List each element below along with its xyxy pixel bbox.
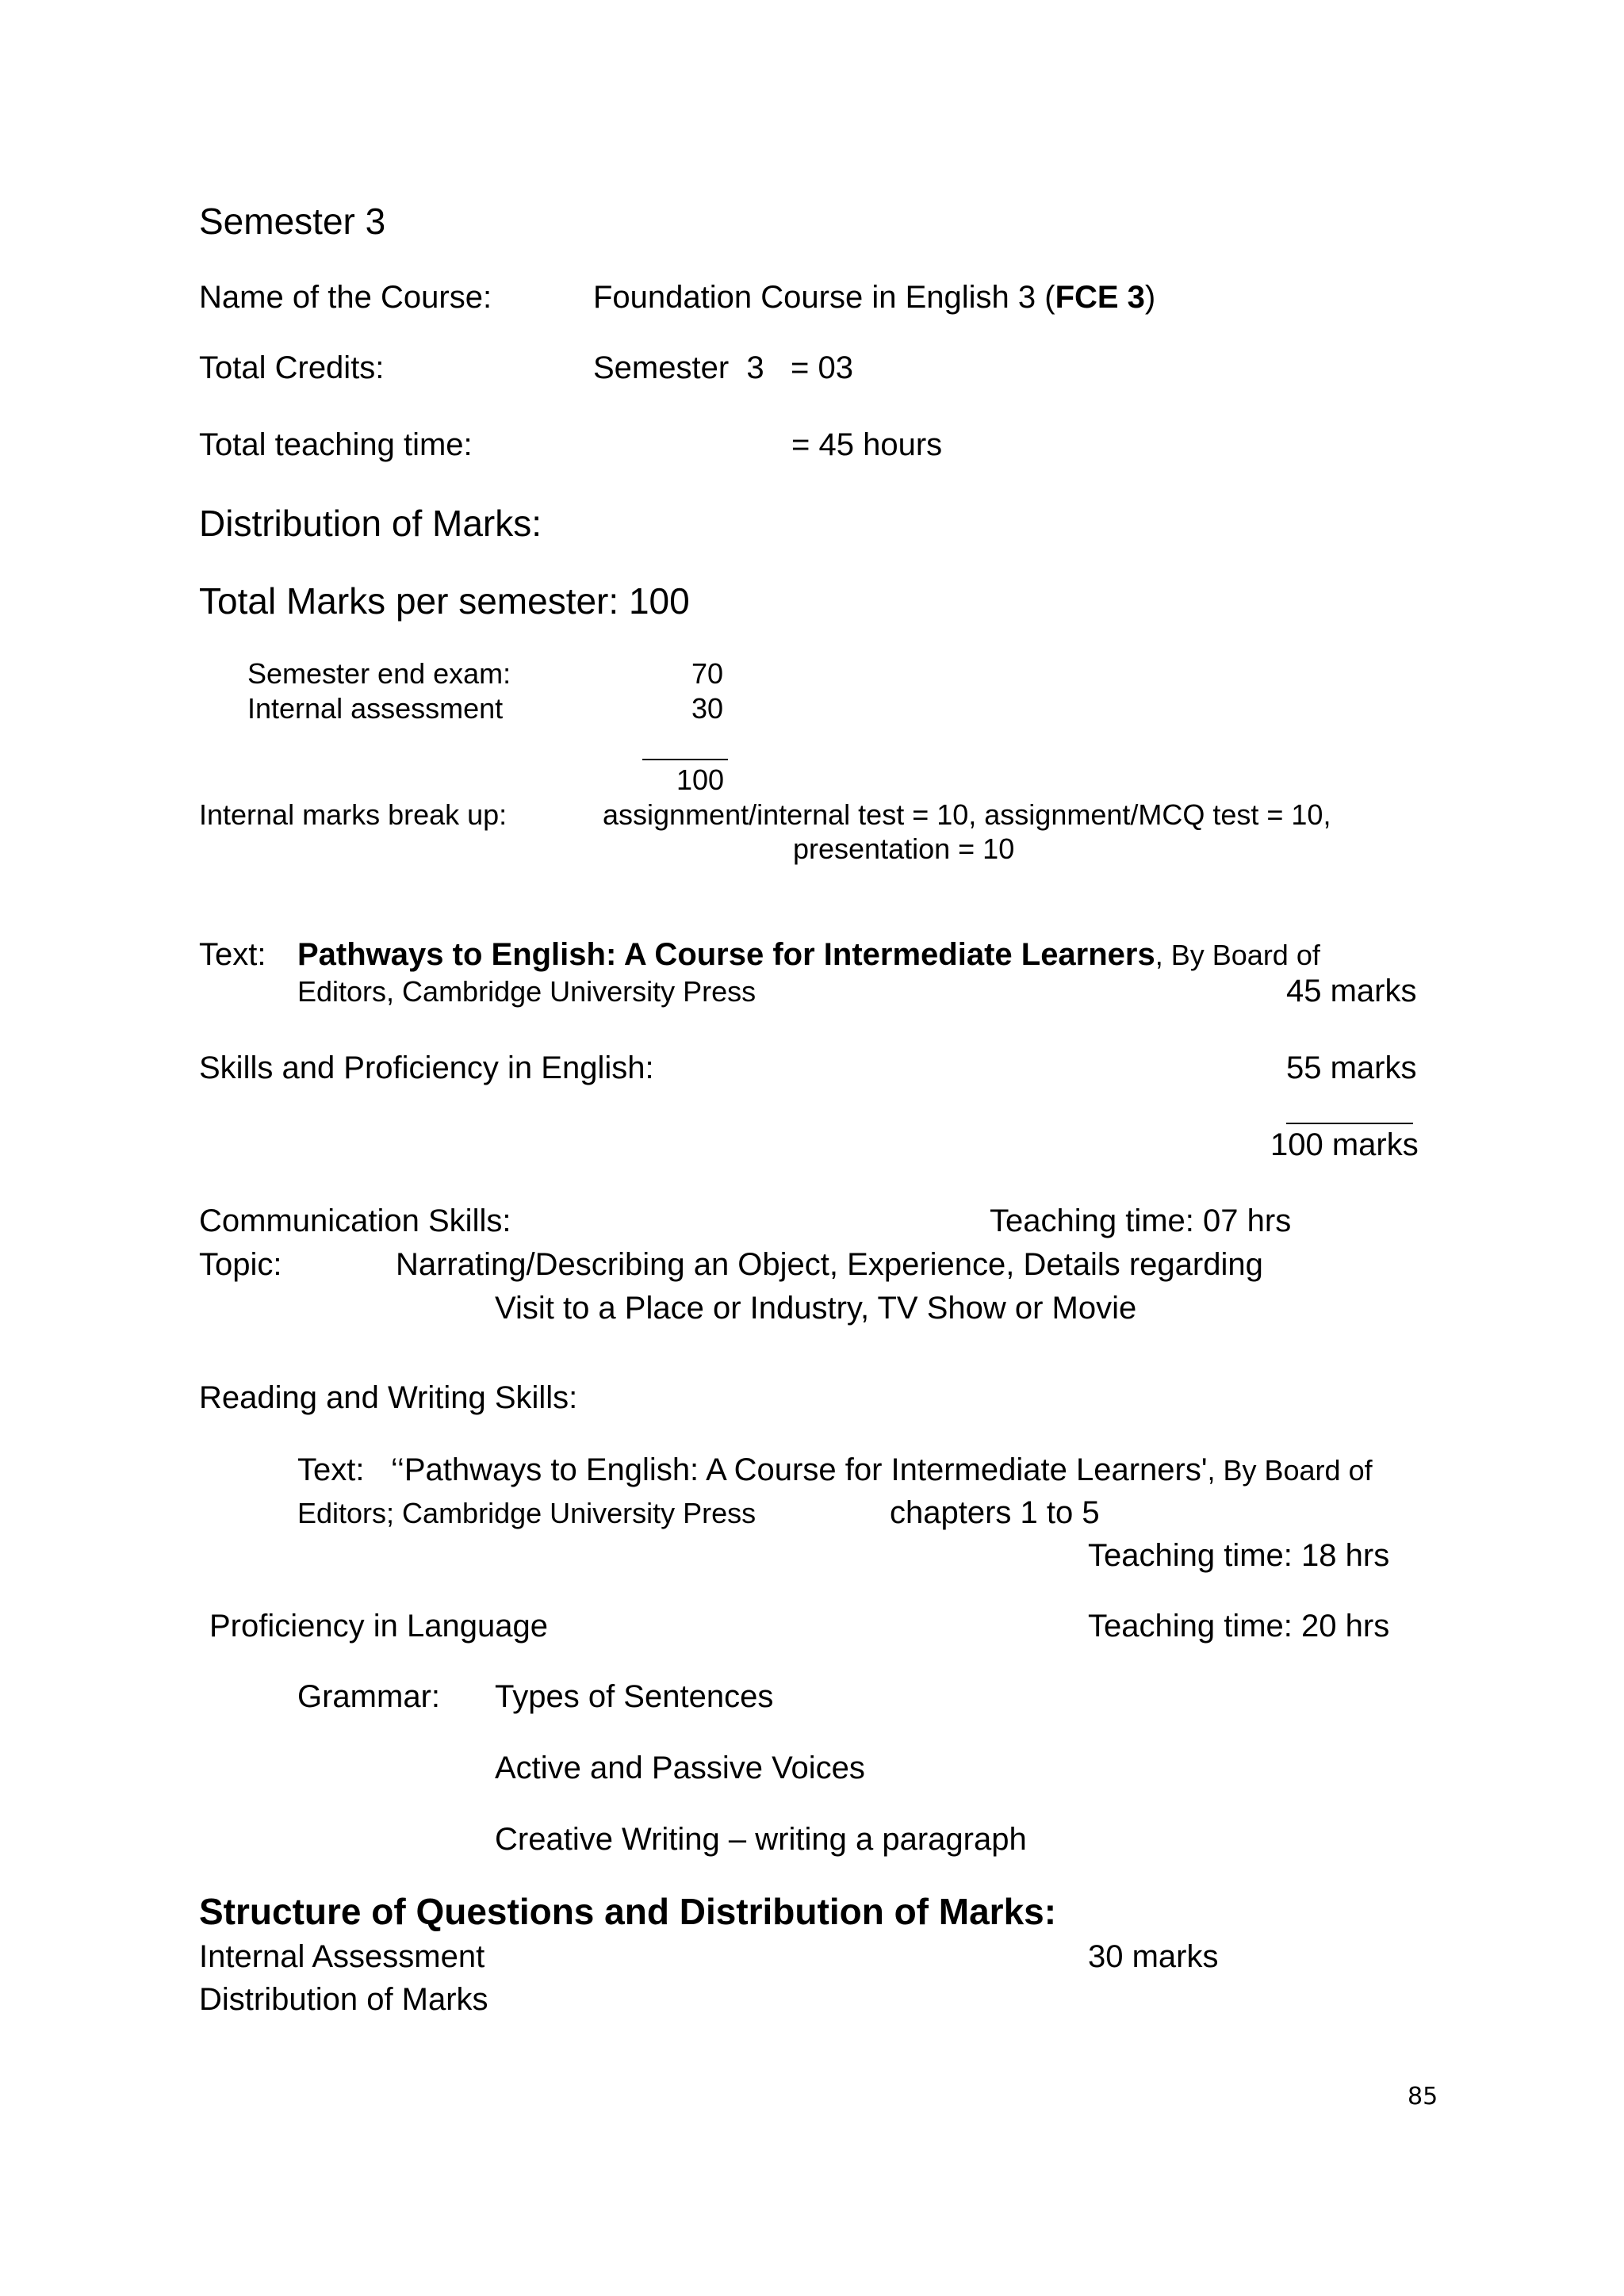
reading-label: Reading and Writing Skills: <box>199 1380 578 1415</box>
topic-label: Topic: <box>199 1247 282 1282</box>
text-title <box>297 939 1320 970</box>
total-marks-heading: Total Marks per semester: 100 <box>199 580 690 622</box>
proficiency-label: Proficiency in Language <box>209 1609 548 1644</box>
internal-assessment-label: Internal assessment <box>247 692 504 725</box>
text-publisher: Editors, Cambridge University Press <box>297 975 756 1008</box>
structure-distribution-label: Distribution of Marks <box>199 1982 488 2017</box>
structure-heading: Structure of Questions and Distribution of Marks: <box>199 1891 1057 1932</box>
text-by-line: , By Board of <box>1155 939 1320 971</box>
reading-by-line: , By Board of <box>1207 1454 1373 1487</box>
marks-total: 100 <box>676 763 725 796</box>
communication-time: Teaching time: 07 hrs <box>990 1203 1292 1238</box>
credits-label: Total Credits: <box>199 350 385 385</box>
course-name-suffix: ) <box>1144 280 1156 315</box>
grammar-item: Creative Writing – writing a paragraph <box>495 1822 1027 1857</box>
reading-publisher: Editors; Cambridge University Press <box>297 1497 756 1529</box>
page-number: 85 <box>1408 2083 1438 2110</box>
teaching-time-label: Total teaching time: <box>199 427 473 462</box>
course-name-value <box>593 281 1155 313</box>
skills-sum-rule <box>1286 1123 1413 1124</box>
structure-internal-marks: 30 marks <box>1088 1939 1219 1974</box>
internal-breakup-line1: assignment/internal test = 10, assignment/MCQ test = 10, <box>603 798 1331 831</box>
skills-label: Skills and Proficiency in English: <box>199 1050 654 1085</box>
internal-assessment-value: 30 <box>691 692 724 725</box>
sum-rule <box>642 759 728 760</box>
course-name-label: Name of the Course: <box>199 280 492 315</box>
text-marks: 45 marks <box>1286 974 1417 1008</box>
course-name-prefix: Foundation Course in English 3 ( <box>593 280 1055 315</box>
semester-heading: Semester 3 <box>199 201 386 242</box>
semester-end-exam-label: Semester end exam: <box>247 657 511 690</box>
reading-time: Teaching time: 18 hrs <box>1088 1538 1390 1573</box>
teaching-time-value: = 45 hours <box>791 427 943 462</box>
topic-line2: Visit to a Place or Industry, TV Show or Movie <box>495 1291 1137 1326</box>
course-code: FCE 3 <box>1055 280 1145 315</box>
reading-chapters: chapters 1 to 5 <box>890 1495 1100 1530</box>
credits-value: Semester 3 = 03 <box>593 350 853 385</box>
reading-text <box>297 1454 1373 1486</box>
grammar-item: Types of Sentences <box>495 1679 774 1714</box>
reading-text-title: Text: ‘‘Pathways to English: A Course for Intermediate Learners' <box>297 1452 1208 1487</box>
semester-end-exam-value: 70 <box>691 657 724 690</box>
internal-breakup-line2: presentation = 10 <box>793 832 1015 865</box>
structure-internal-label: Internal Assessment <box>199 1939 485 1974</box>
grammar-item: Active and Passive Voices <box>495 1751 865 1785</box>
topic-line1: Narrating/Describing an Object, Experience, Details regarding <box>396 1247 1263 1282</box>
internal-breakup-label: Internal marks break up: <box>199 798 508 831</box>
skills-marks: 55 marks <box>1286 1050 1417 1085</box>
grammar-label: Grammar: <box>297 1679 440 1714</box>
proficiency-time: Teaching time: 20 hrs <box>1088 1609 1390 1644</box>
communication-label: Communication Skills: <box>199 1203 511 1238</box>
text-title-bold: Pathways to English: A Course for Intermediate Learners <box>297 937 1155 972</box>
skills-total-marks: 100 marks <box>1270 1127 1419 1162</box>
distribution-heading: Distribution of Marks: <box>199 503 542 544</box>
text-label: Text: <box>199 937 266 972</box>
